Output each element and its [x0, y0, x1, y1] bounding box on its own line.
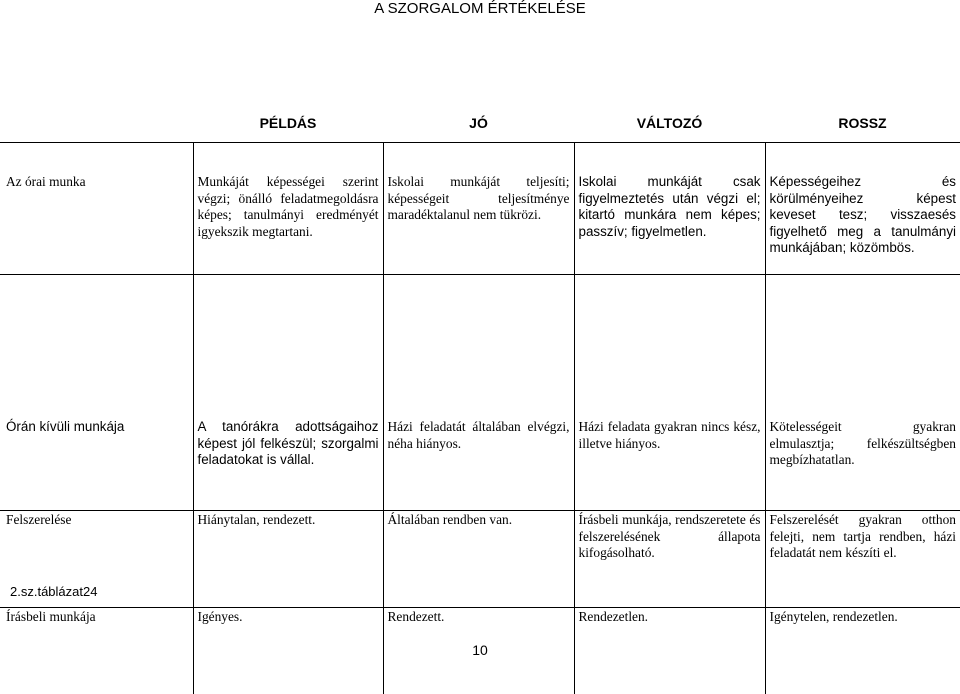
table-cell: Rendezetlen.	[574, 608, 765, 694]
page-number: 10	[0, 642, 960, 658]
page-title: A SZORGALOM ÉRTÉKELÉSE	[0, 0, 960, 18]
header-corner	[0, 112, 193, 143]
table-row	[0, 143, 960, 275]
table-cell: Felszerelését gyakran otthon felejti, nem tartja rendben, házi feladatát nem készíti el.	[765, 511, 960, 608]
row-label: Az órai munka	[0, 143, 193, 275]
table-cell: Munkáját képességei szerint végzi; önálló feladatmegoldásra képes; tanulmányi eredményét igyekszik megtartani.	[193, 143, 383, 275]
table-cell: Iskolai munkáját teljesíti; képességeit teljesítménye maradéktalanul nem tükrözi.	[383, 143, 574, 275]
table-cell: Igénytelen, rendezetlen.	[765, 608, 960, 694]
table-cell: Képességeihez és körülményeihez képest keveset tesz; visszaesés figyelhető meg a tanulmányi munkájában; közömbös.	[765, 143, 960, 275]
table-cell: Igényes.	[193, 608, 383, 694]
header-jo: JÓ	[383, 112, 574, 143]
table-header-row	[0, 112, 960, 143]
table-cell: Írásbeli munkája, rendszeretete és felszerelésének állapota kifogásolható.	[574, 511, 765, 608]
table-cell: Rendezett.	[383, 608, 574, 694]
header-peldas: PÉLDÁS	[193, 112, 383, 143]
table-caption: 2.sz.táblázat24	[10, 584, 97, 599]
table-row	[0, 511, 960, 608]
table-cell: Hiánytalan, rendezett.	[193, 511, 383, 608]
table-cell: Házi feladatát általában elvégzi, néha hiányos.	[383, 275, 574, 511]
table-cell: Általában rendben van.	[383, 511, 574, 608]
evaluation-table	[0, 112, 960, 694]
table-row	[0, 275, 960, 511]
table-cell: A tanórákra adottságaihoz képest jól felkészül; szorgalmi feladatokat is vállal.	[193, 275, 383, 511]
row-label: Írásbeli munkája	[0, 608, 193, 694]
table-cell: Iskolai munkáját csak figyelmeztetés után végzi el; kitartó munkára nem képes; passzív; figyelmetlen.	[574, 143, 765, 275]
row-label: Felszerelése	[0, 511, 193, 608]
table-cell: Házi feladata gyakran nincs kész, illetve hiányos.	[574, 275, 765, 511]
table-cell: Kötelességeit gyakran elmulasztja; felkészültségben megbízhatatlan.	[765, 275, 960, 511]
header-rossz: ROSSZ	[765, 112, 960, 143]
header-valtozo: VÁLTOZÓ	[574, 112, 765, 143]
row-label: Órán kívüli munkája	[0, 275, 193, 511]
